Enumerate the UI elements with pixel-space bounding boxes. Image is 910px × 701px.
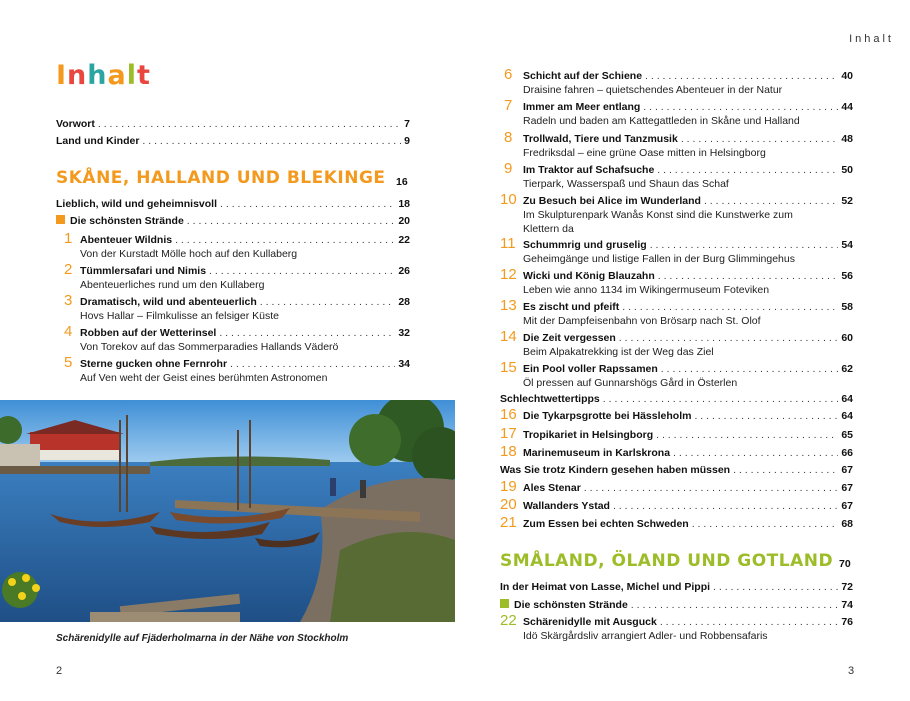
right-page bbox=[455, 0, 910, 701]
entry-number: 21 bbox=[500, 514, 517, 531]
toc-entry[interactable]: Tropikariet in Helsingborg . . . 65 bbox=[523, 429, 853, 442]
toc-entry[interactable]: Es zischt und pfeift . . . 58 Mit der Dampfeisenbahn von Brösarp nach St. Olof bbox=[523, 301, 853, 328]
entry-number: 11 bbox=[500, 235, 516, 252]
toc-entry[interactable]: Schärenidylle mit Ausguck . . . 76 Idö Skärgårdsliv arrangiert Adler- und Robbensafaris bbox=[523, 616, 853, 643]
toc-entry[interactable]: Zum Essen bei echten Schweden . . . 68 bbox=[523, 518, 853, 531]
title-letter: I bbox=[56, 60, 68, 91]
square-marker-icon bbox=[56, 215, 65, 224]
photo-caption: Schärenidylle auf Fjäderholmarna in der Nähe von Stockholm bbox=[56, 633, 349, 644]
toc-entry[interactable]: Robben auf der Wetterinsel . . . 32 Von Torekov auf das Sommerparadies Hallands Väderö bbox=[80, 327, 410, 354]
section-page-number: 70 bbox=[839, 558, 851, 570]
entry-number: 4 bbox=[64, 323, 73, 340]
harbor-photo bbox=[0, 400, 455, 622]
title-letter: t bbox=[137, 60, 151, 91]
entry-number: 22 bbox=[500, 612, 517, 629]
toc-entry[interactable]: Tümmlersafari und Nimis . . . 26 Abenteuerliches rund um den Kullaberg bbox=[80, 265, 410, 292]
entry-number: 13 bbox=[500, 297, 517, 314]
toc-entry[interactable]: Lieblich, wild und geheimnisvoll . . . 18 bbox=[56, 198, 410, 211]
toc-entry[interactable]: Sterne gucken ohne Fernrohr . . . 34 Auf Ven weht der Geist eines berühmten Astronomen bbox=[80, 358, 410, 385]
toc-entry[interactable]: Wallanders Ystad . . . 67 bbox=[523, 500, 853, 513]
entry-number: 10 bbox=[500, 191, 517, 208]
toc-entry[interactable]: Trollwald, Tiere und Tanzmusik . . . 48 Fredriksdal – eine grüne Oase mitten in Helsingborg bbox=[523, 133, 853, 160]
entry-number: 8 bbox=[504, 129, 513, 146]
toc-entry[interactable]: Ales Stenar . . . 67 bbox=[523, 482, 853, 495]
toc-entry[interactable]: Abenteuer Wildnis . . . 22 Von der Kurstadt Mölle hoch auf den Kullaberg bbox=[80, 234, 410, 261]
toc-entry[interactable]: Die Zeit vergessen . . . 60 Beim Alpakatrekking ist der Weg das Ziel bbox=[523, 332, 853, 359]
title-letter: h bbox=[87, 60, 108, 91]
toc-entry[interactable]: Die Tykarpsgrotte bei Hässleholm . . . 64 bbox=[523, 410, 853, 423]
toc-entry[interactable]: Ein Pool voller Rapssamen . . . 62 Öl pressen auf Gunnarshögs Gård in Österlen bbox=[523, 363, 853, 390]
toc-entry[interactable]: Land und Kinder . . . 9 bbox=[56, 135, 410, 148]
title-letter: n bbox=[67, 60, 88, 91]
entry-number: 3 bbox=[64, 292, 73, 309]
toc-entry[interactable]: Dramatisch, wild und abenteuerlich . . . 28 Hovs Hallar – Filmkulisse an felsiger Küste bbox=[80, 296, 410, 323]
toc-entry[interactable]: Immer am Meer entlang . . . 44 Radeln und baden am Kattegattleden in Skåne und Halland bbox=[523, 101, 853, 128]
toc-entry-beaches[interactable]: Die schönsten Strände . . . 74 bbox=[500, 599, 853, 612]
toc-entry-beaches[interactable]: Die schönsten Strände . . . 20 bbox=[56, 215, 410, 228]
entry-number: 16 bbox=[500, 406, 517, 423]
section-page-number: 16 bbox=[396, 176, 408, 188]
toc-entry[interactable]: Schummrig und gruselig . . . 54 Geheimgänge und listige Fallen in der Burg Glimmingehus bbox=[523, 239, 853, 266]
toc-title bbox=[56, 60, 151, 91]
entry-number: 6 bbox=[504, 66, 513, 83]
section-heading: SKÅNE, HALLAND UND BLEKINGE bbox=[56, 168, 386, 188]
title-letter: l bbox=[126, 60, 138, 91]
toc-entry[interactable]: Wicki und König Blauzahn . . . 56 Leben wie anno 1134 im Wikingermuseum Foteviken bbox=[523, 270, 853, 297]
entry-number: 15 bbox=[500, 359, 517, 376]
toc-entry[interactable]: Marinemuseum in Karlskrona . . . 66 bbox=[523, 447, 853, 460]
section-heading: SMÅLAND, ÖLAND UND GOTLAND bbox=[500, 551, 834, 571]
running-head: Inhalt bbox=[849, 33, 894, 45]
entry-number: 1 bbox=[64, 230, 73, 247]
square-marker-icon bbox=[500, 599, 509, 608]
entry-number: 5 bbox=[64, 354, 73, 371]
entry-number: 20 bbox=[500, 496, 517, 513]
entry-number: 2 bbox=[64, 261, 73, 278]
toc-entry[interactable]: Zu Besuch bei Alice im Wunderland . . . 52 Im Skulpturenpark Wanås Konst sind die Kunstwerke zum Klettern da bbox=[523, 195, 853, 236]
entry-number: 14 bbox=[500, 328, 517, 345]
toc-entry[interactable]: Schlechtwettertipps . . . 64 bbox=[500, 393, 853, 406]
entry-number: 12 bbox=[500, 266, 517, 283]
toc-entry[interactable]: Vorwort . . . 7 bbox=[56, 118, 410, 131]
toc-entry[interactable]: Was Sie trotz Kindern gesehen haben müssen . . . 67 bbox=[500, 464, 853, 477]
page-number: 2 bbox=[56, 665, 63, 677]
page-number: 3 bbox=[848, 665, 855, 677]
title-letter: a bbox=[107, 60, 127, 91]
entry-number: 18 bbox=[500, 443, 517, 460]
toc-entry[interactable]: In der Heimat von Lasse, Michel und Pippi . . . 72 bbox=[500, 581, 853, 594]
entry-number: 7 bbox=[504, 97, 513, 114]
entry-number: 9 bbox=[504, 160, 513, 177]
entry-number: 17 bbox=[500, 425, 517, 442]
entry-number: 19 bbox=[500, 478, 517, 495]
toc-entry[interactable]: Im Traktor auf Schafsuche . . . 50 Tierpark, Wasserspaß und Shaun das Schaf bbox=[523, 164, 853, 191]
toc-entry[interactable]: Schicht auf der Schiene . . . 40 Draisine fahren – quietschendes Abenteuer in der Natur bbox=[523, 70, 853, 97]
